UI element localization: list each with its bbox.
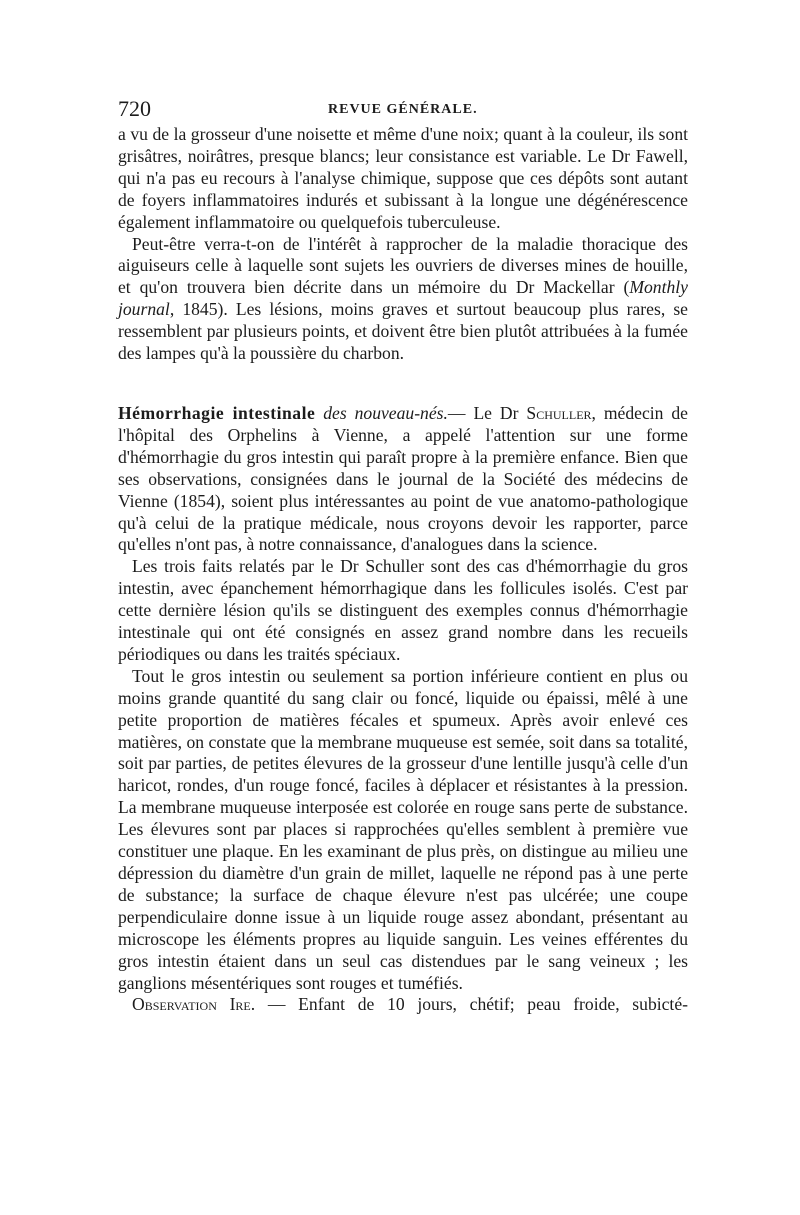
section-heading: Hémorrhagie intestinale (118, 402, 316, 423)
paragraph-4: Tout le gros intestin ou seulement sa portion inférieure contient en plus ou moins grande quantité du sang clair ou foncé, liquide ou épaissi, mêlé à une petite proportion de matières fécales et spumeux. Après avoir enlevé ces matières, on constate que la membrane muqueuse est semée, soit dans sa totalité, soit par parties, de petites élevures de la grosseur d'une lentille jusqu'à celle d'un haricot, rondes, d'un rouge foncé, faciles à déplacer et résistantes à la pression. La membrane muqueuse interposée est colorée en rouge sans perte de substance. Les élevures sont par places si rapprochées qu'elles semblent à première vue constituer une plaque. En les examinant de plus près, on distingue au milieu une dépression du diamètre d'un grain de millet, laquelle ne répond pas à une perte de substance; la surface de chaque élevure n'est pas ulcérée; une coupe perpendiculaire donne issue à un liquide rouge assez abondant, présentant au microscope les éléments propres au liquide sanguin. Les veines efférentes du gros intestin étaient dans un seul cas distendues par le sang veineux ; les ganglions mésentériques sont rouges et tuméfiés. (118, 665, 688, 993)
paragraph-2 (118, 234, 688, 365)
observation-text: — Enfant de 10 jours, chétif; peau froide, subicté- (267, 994, 688, 1015)
body-text (118, 124, 688, 1016)
section-intro-text: , médecin de l'hôpital des Orphelins à Vienne, a appelé l'attention sur une forme d'hémorrhagie du gros intestin qui paraît propre à la première enfance. Bien que ses observations, consignées dans le journal de la Société des médecins de Vienne (1854), soient plus intéressantes au point de vue anatomo-pathologique qu'à celui de la pratique médicale, nous croyons devoir les rapporter, parce qu'elles n'ont pas, à notre connaissance, d'analogues dans la science. (118, 402, 688, 555)
journal-title: Monthly journal (118, 277, 688, 320)
page-header (118, 96, 688, 126)
observation-paragraph (118, 994, 688, 1016)
paragraph-1: a vu de la grosseur d'une noisette et même d'une noix; quant à la couleur, ils sont grisâtres, noirâtres, presque blancs; leur consistance est variable. Le Dr Fawell, qui n'a pas eu recours à l'analyse chimique, suppose que ces dépôts sont autant de foyers inflammatoires indurés et subissant à la longue une dégénérescence également inflammatoire ou quelquefois tuberculeuse. (118, 124, 688, 232)
paragraph-3: Les trois faits relatés par le Dr Schuller sont des cas d'hémorrhagie du gros intestin, avec épanchement hémorrhagique dans les follicules isolés. C'est par cette dernière lésion qu'ils se distinguent des exemples connus d'hémorrhagie intestinale qui ont été consignés en assez grand nombre dans les recueils périodiques ou dans les traités spéciaux. (118, 556, 688, 664)
section-dash: — Le Dr (447, 402, 519, 423)
paragraph-2-after: , 1845). Les lésions, moins graves et surtout beaucoup plus rares, se ressemblent par plusieurs points, et doivent être bien plutôt attribuées à la fumée des lampes qu'à la poussière du charbon. (118, 299, 688, 364)
running-title: REVUE GÉNÉRALE. (328, 102, 478, 117)
section-intro-paragraph (118, 403, 688, 556)
section-heading-italic: des nouveau-nés. (323, 402, 448, 423)
observation-label: Observation Ire. (132, 994, 256, 1015)
author-name: Schuller (526, 402, 592, 423)
paragraph-2-before: Peut-être verra-t-on de l'intérêt à rapprocher de la maladie thoracique des aiguiseurs celle à laquelle sont sujets les ouvriers de diverses mines de houille, et qu'on trouvera bien décrite dans un mémoire du Dr Mackellar ( (118, 233, 688, 298)
page-number: 720 (118, 96, 151, 121)
